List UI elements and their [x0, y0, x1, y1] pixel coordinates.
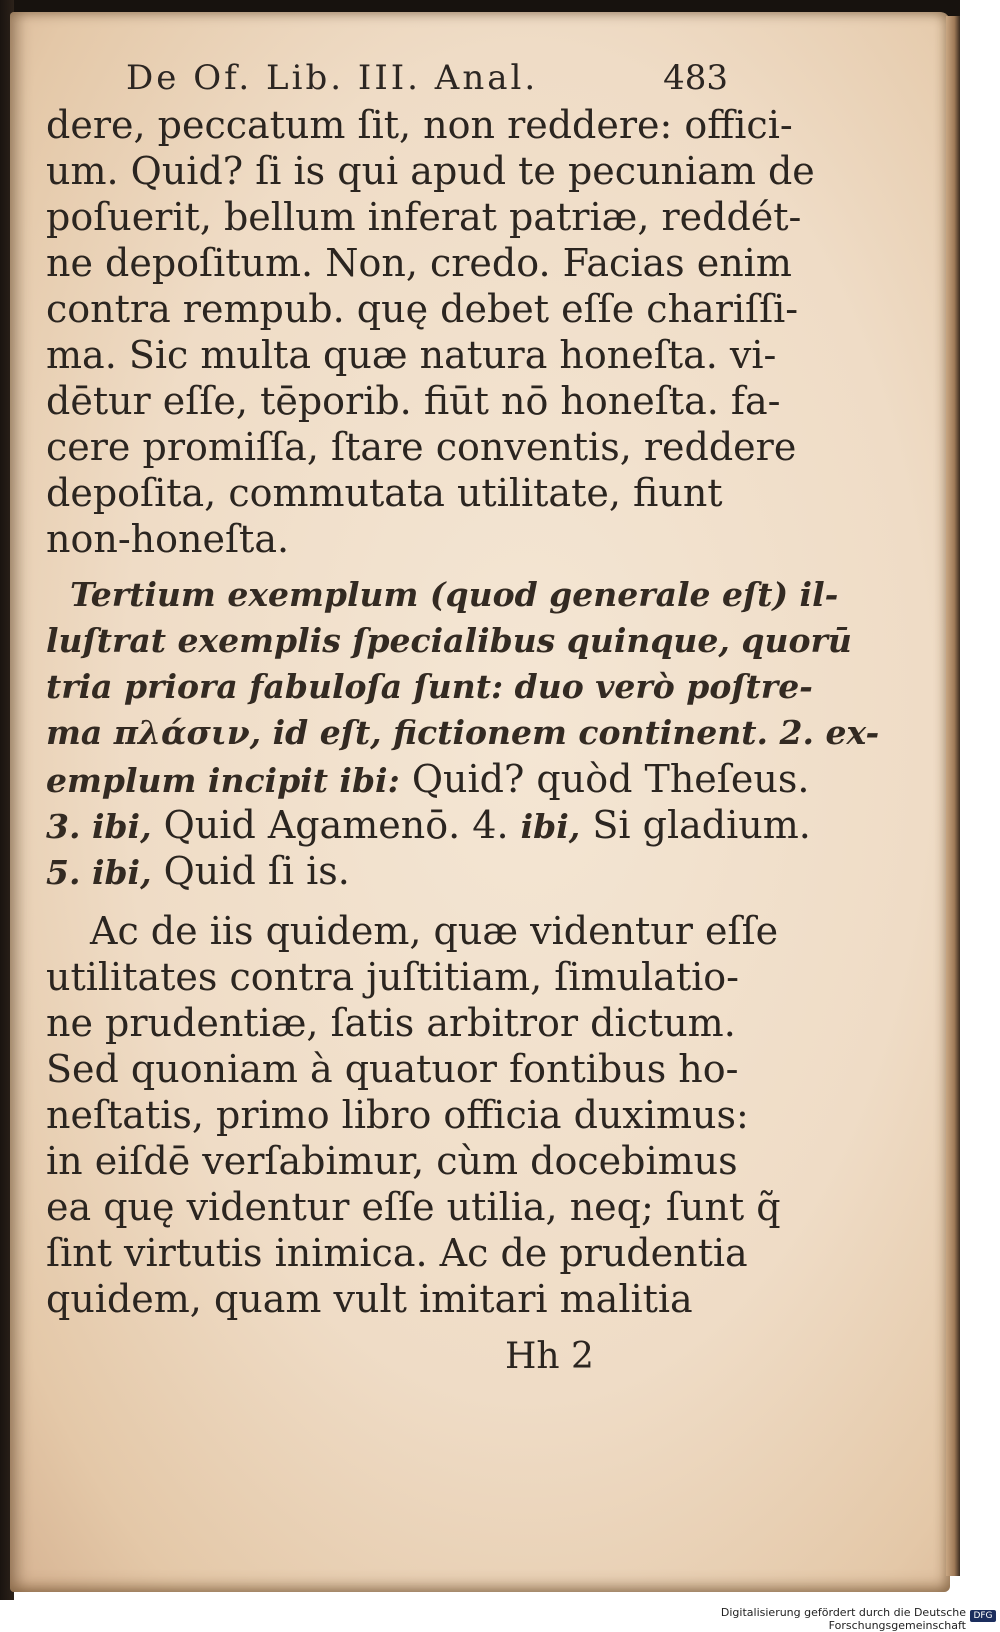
analysis-line: tria priora fabuloſa ſunt: duo verò poſtre- [46, 667, 813, 706]
signature-mark: Hh 2 [505, 1336, 594, 1377]
quoted-text: Quid ſi is. [151, 849, 350, 893]
text-line: neſtatis, primo libro officia duximus: [46, 1093, 749, 1137]
quoted-text: Quid Agamenō. 4. [151, 803, 521, 847]
text-line: contra rempub. quę debet eſſe chariſſi- [46, 287, 799, 331]
digitization-footer: Digitalisierung gefördert durch die Deutsche Forschungsgemeinschaft [720, 1606, 966, 1632]
running-title: De Of. Lib. III. Anal. [126, 58, 539, 98]
mixed-line [46, 802, 811, 850]
quoted-text: Si gladium. [580, 803, 811, 847]
analysis-ref: ibi, [520, 807, 581, 846]
text-line: quidem, quam vult imitari malitia [46, 1277, 693, 1321]
analysis-line: luſtrat exemplis ſpecialibus quinque, quorū [46, 621, 852, 660]
text-line: ne depoſitum. Non, credo. Facias enim [46, 241, 792, 285]
page-edge [946, 16, 960, 1576]
text-line: utilitates contra juſtitiam, ſimulatio- [46, 955, 739, 999]
text-line: ma. Sic multa quæ natura honeſta. vi- [46, 333, 777, 377]
analysis-line: Tertium exemplum (quod generale eſt) il- [70, 575, 839, 614]
text-line: dere, peccatum ſit, non reddere: offici- [46, 103, 793, 147]
quoted-text: Quid? quòd Theſeus. [399, 757, 810, 801]
mixed-line [46, 756, 809, 804]
text-line: ea quę videntur eſſe utilia, neq; ſunt q̃ [46, 1185, 781, 1229]
text-line: ſint virtutis inimica. Ac de prudentia [46, 1231, 748, 1275]
text-line: cere promiſſa, ſtare conventis, reddere [46, 425, 797, 469]
running-header [126, 58, 726, 98]
analysis-ref: emplum incipit ibi: [46, 761, 400, 800]
text-line: depoſita, commutata utilitate, fiunt [46, 471, 723, 515]
text-line: dētur eſſe, tēporib. fiūt nō honeſta. fa- [46, 379, 781, 423]
text-line: non-honeſta. [46, 517, 290, 561]
analysis-line: ma πλάσιν, id eſt, fictionem continent. 2. ex- [46, 713, 880, 752]
text-line: Ac de iis quidem, quæ videntur eſſe [90, 909, 779, 953]
text-line: Sed quoniam à quatuor fontibus ho- [46, 1047, 739, 1091]
mixed-line [46, 848, 350, 896]
text-line: um. Quid? ſi is qui apud te pecuniam de [46, 149, 815, 193]
text-line: ne prudentiæ, ſatis arbitror dictum. [46, 1001, 736, 1045]
text-line: poſuerit, bellum inferat patriæ, reddét- [46, 195, 802, 239]
analysis-ref: 5. ibi, [46, 853, 152, 892]
analysis-ref: 3. ibi, [46, 807, 152, 846]
text-line: in eiſdē verſabimur, cùm docebimus [46, 1139, 738, 1183]
page-number: 483 [663, 58, 728, 98]
dfg-logo: DFG [970, 1610, 996, 1622]
